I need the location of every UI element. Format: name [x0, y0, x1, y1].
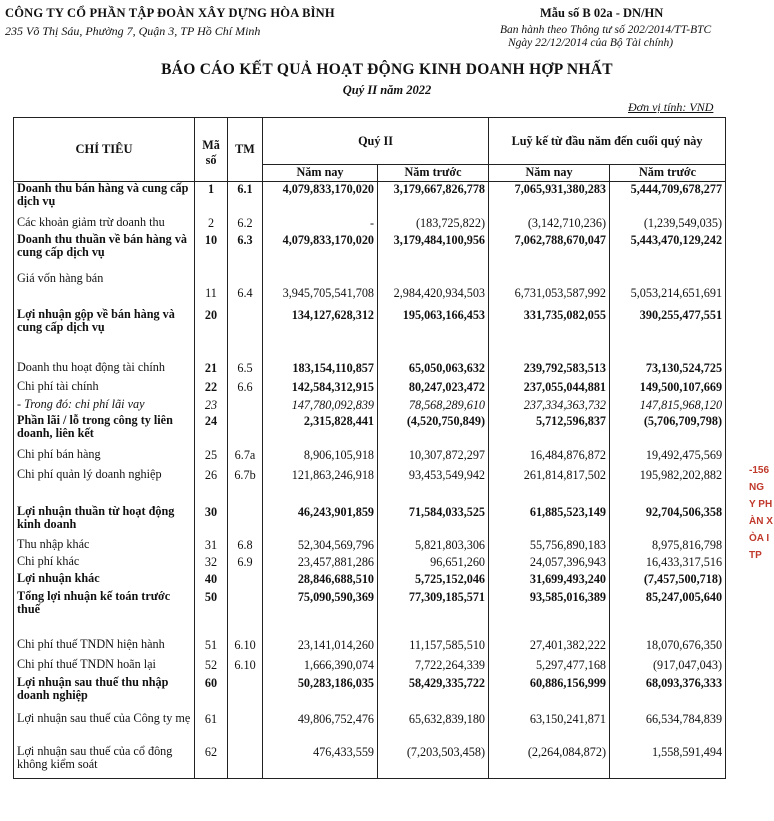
row-label: Lợi nhuận khác	[14, 572, 195, 590]
row-quarter-current: 46,243,901,859	[263, 505, 378, 538]
row-quarter-previous: (4,520,750,849)	[378, 414, 489, 448]
row-code: 62	[195, 745, 228, 779]
row-note	[228, 505, 263, 538]
table-row	[14, 590, 726, 625]
col-ma-so: Mã số	[195, 118, 228, 182]
row-ytd-current: 5,712,596,837	[489, 414, 610, 448]
row-quarter-previous: 71,584,033,525	[378, 505, 489, 538]
row-label: Chi phí tài chính	[14, 380, 195, 398]
row-ytd-previous: 19,492,475,569	[610, 448, 726, 468]
row-code: 25	[195, 448, 228, 468]
row-note	[228, 745, 263, 779]
row-quarter-current: 476,433,559	[263, 745, 378, 779]
row-ytd-previous: 5,053,214,651,691	[610, 272, 726, 308]
row-label: Các khoản giảm trừ doanh thu	[14, 216, 195, 233]
row-label: Thu nhập khác	[14, 538, 195, 555]
row-code: 24	[195, 414, 228, 448]
row-code: 20	[195, 308, 228, 361]
row-quarter-current: 142,584,312,915	[263, 380, 378, 398]
stamp-text: ÒA I	[749, 533, 770, 544]
row-quarter-previous: 10,307,872,297	[378, 448, 489, 468]
row-ytd-current: 7,065,931,380,283	[489, 182, 610, 216]
table-row	[14, 712, 726, 745]
company-header	[5, 6, 335, 39]
row-quarter-previous: 5,725,152,046	[378, 572, 489, 590]
row-quarter-current: 23,457,881,286	[263, 555, 378, 572]
table-row	[14, 538, 726, 555]
col-tm: TM	[228, 118, 263, 182]
row-ytd-current: 261,814,817,502	[489, 468, 610, 505]
table-row	[14, 505, 726, 538]
row-quarter-previous: 96,651,260	[378, 555, 489, 572]
row-ytd-previous: 16,433,317,516	[610, 555, 726, 572]
row-label: Lợi nhuận sau thuế thu nhập doanh nghiệp	[14, 676, 195, 712]
row-quarter-previous: 5,821,803,306	[378, 538, 489, 555]
table-body	[14, 182, 726, 779]
table-row	[14, 272, 726, 308]
row-quarter-current: 23,141,014,260	[263, 625, 378, 658]
row-quarter-previous: (183,725,822)	[378, 216, 489, 233]
row-label: Doanh thu hoạt động tài chính	[14, 361, 195, 380]
row-note	[228, 590, 263, 625]
row-quarter-previous: 65,050,063,632	[378, 361, 489, 380]
row-quarter-current: 52,304,569,796	[263, 538, 378, 555]
table-row	[14, 625, 726, 658]
row-ytd-previous: 1,558,591,494	[610, 745, 726, 779]
row-ytd-previous: (7,457,500,718)	[610, 572, 726, 590]
row-note	[228, 398, 263, 414]
stamp-text: ÀN X	[749, 516, 773, 527]
row-label: Tổng lợi nhuận kế toán trước thuế	[14, 590, 195, 625]
table-row	[14, 398, 726, 414]
row-label: Chi phí thuế TNDN hiện hành	[14, 625, 195, 658]
row-ytd-current: 5,297,477,168	[489, 658, 610, 676]
row-ytd-previous: 85,247,005,640	[610, 590, 726, 625]
row-ytd-previous: 149,500,107,669	[610, 380, 726, 398]
row-ytd-current: (3,142,710,236)	[489, 216, 610, 233]
row-ytd-previous: 92,704,506,358	[610, 505, 726, 538]
row-note: 6.10	[228, 658, 263, 676]
row-ytd-previous: (5,706,709,798)	[610, 414, 726, 448]
table-row	[14, 448, 726, 468]
row-quarter-current: 4,079,833,170,020	[263, 233, 378, 272]
row-code: 1	[195, 182, 228, 216]
row-label: Chi phí thuế TNDN hoãn lại	[14, 658, 195, 676]
table-row	[14, 745, 726, 779]
row-code: 52	[195, 658, 228, 676]
row-ytd-previous: (1,239,549,035)	[610, 216, 726, 233]
row-note	[228, 676, 263, 712]
row-note: 6.3	[228, 233, 263, 272]
table-row	[14, 361, 726, 380]
row-ytd-previous: 73,130,524,725	[610, 361, 726, 380]
row-code: 10	[195, 233, 228, 272]
row-label: Chi phí quản lý doanh nghiệp	[14, 468, 195, 505]
row-ytd-previous: 390,255,477,551	[610, 308, 726, 361]
row-code: 60	[195, 676, 228, 712]
row-quarter-previous: (7,203,503,458)	[378, 745, 489, 779]
row-note: 6.4	[228, 272, 263, 308]
table-row	[14, 468, 726, 505]
row-note: 6.8	[228, 538, 263, 555]
stamp-text: Y PH	[749, 499, 773, 510]
row-code: 32	[195, 555, 228, 572]
row-ytd-previous: 18,070,676,350	[610, 625, 726, 658]
row-label: Chi phí khác	[14, 555, 195, 572]
row-label: Giá vốn hàng bán	[14, 272, 195, 308]
row-quarter-current: 1,666,390,074	[263, 658, 378, 676]
row-quarter-previous: 195,063,166,453	[378, 308, 489, 361]
stamp-text: NG	[749, 482, 764, 493]
table-row	[14, 555, 726, 572]
col-nam-truoc-y: Năm trước	[610, 165, 726, 182]
row-note	[228, 572, 263, 590]
row-quarter-previous: 3,179,484,100,956	[378, 233, 489, 272]
row-label: Phần lãi / lỗ trong công ty liên doanh, liên kết	[14, 414, 195, 448]
circular-line-2: Ngày 22/12/2014 của Bộ Tài chính)	[508, 37, 674, 49]
row-code: 26	[195, 468, 228, 505]
row-ytd-previous: 5,443,470,129,242	[610, 233, 726, 272]
row-code: 22	[195, 380, 228, 398]
row-code: 61	[195, 712, 228, 745]
row-ytd-current: 237,055,044,881	[489, 380, 610, 398]
row-label: - Trong đó: chi phí lãi vay	[14, 398, 195, 414]
row-code: 21	[195, 361, 228, 380]
row-ytd-previous: 68,093,376,333	[610, 676, 726, 712]
row-note: 6.5	[228, 361, 263, 380]
red-stamp-fragment	[749, 462, 774, 622]
row-quarter-current: -	[263, 216, 378, 233]
row-label: Lợi nhuận thuần từ hoạt động kinh doanh	[14, 505, 195, 538]
row-ytd-current: 31,699,493,240	[489, 572, 610, 590]
company-address: 235 Võ Thị Sáu, Phường 7, Quận 3, TP Hồ Chí Minh	[5, 24, 261, 38]
row-code: 51	[195, 625, 228, 658]
row-code: 40	[195, 572, 228, 590]
row-note: 6.6	[228, 380, 263, 398]
row-quarter-current: 49,806,752,476	[263, 712, 378, 745]
row-quarter-current: 147,780,092,839	[263, 398, 378, 414]
row-quarter-current: 121,863,246,918	[263, 468, 378, 505]
row-code: 23	[195, 398, 228, 414]
row-ytd-current: 61,885,523,149	[489, 505, 610, 538]
row-ytd-current: 331,735,082,055	[489, 308, 610, 361]
row-note	[228, 712, 263, 745]
row-label: Lợi nhuận sau thuế của cổ đông không kiểm soát	[14, 745, 195, 779]
report-title: BÁO CÁO KẾT QUẢ HOẠT ĐỘNG KINH DOANH HỢP NHẤT	[161, 61, 613, 78]
table-row	[14, 414, 726, 448]
row-note: 6.7a	[228, 448, 263, 468]
report-period: Quý II năm 2022	[342, 83, 432, 97]
row-note	[228, 414, 263, 448]
row-ytd-previous: 5,444,709,678,277	[610, 182, 726, 216]
stamp-text: TP	[749, 550, 762, 561]
row-quarter-previous: 11,157,585,510	[378, 625, 489, 658]
row-label: Chi phí bán hàng	[14, 448, 195, 468]
row-ytd-previous: 66,534,784,839	[610, 712, 726, 745]
table-row	[14, 572, 726, 590]
row-ytd-current: 55,756,890,183	[489, 538, 610, 555]
row-ytd-current: 239,792,583,513	[489, 361, 610, 380]
row-quarter-current: 2,315,828,441	[263, 414, 378, 448]
row-quarter-previous: 80,247,023,472	[378, 380, 489, 398]
table-row	[14, 676, 726, 712]
row-ytd-previous: 8,975,816,798	[610, 538, 726, 555]
row-ytd-previous: (917,047,043)	[610, 658, 726, 676]
row-quarter-previous: 7,722,264,339	[378, 658, 489, 676]
row-quarter-current: 4,079,833,170,020	[263, 182, 378, 216]
stamp-text: -156	[749, 465, 770, 476]
table-row	[14, 233, 726, 272]
row-quarter-current: 75,090,590,369	[263, 590, 378, 625]
row-quarter-current: 134,127,628,312	[263, 308, 378, 361]
row-code: 50	[195, 590, 228, 625]
row-ytd-current: 24,057,396,943	[489, 555, 610, 572]
row-quarter-current: 50,283,186,035	[263, 676, 378, 712]
table-row	[14, 658, 726, 676]
row-ytd-current: 63,150,241,871	[489, 712, 610, 745]
col-nam-nay-q: Năm nay	[263, 165, 378, 182]
row-quarter-previous: 78,568,289,610	[378, 398, 489, 414]
row-quarter-previous: 2,984,420,934,503	[378, 272, 489, 308]
row-ytd-current: 7,062,788,670,047	[489, 233, 610, 272]
row-quarter-previous: 58,429,335,722	[378, 676, 489, 712]
row-quarter-current: 8,906,105,918	[263, 448, 378, 468]
row-ytd-current: 16,484,876,872	[489, 448, 610, 468]
table-row	[14, 182, 726, 216]
row-note: 6.1	[228, 182, 263, 216]
row-ytd-current: 237,334,363,732	[489, 398, 610, 414]
row-ytd-current: 60,886,156,999	[489, 676, 610, 712]
row-label: Doanh thu bán hàng và cung cấp dịch vụ	[14, 182, 195, 216]
table-row	[14, 308, 726, 361]
row-code: 30	[195, 505, 228, 538]
company-name: CÔNG TY CỔ PHẦN TẬP ĐOÀN XÂY DỰNG HÒA BÌNH	[5, 6, 335, 20]
row-note: 6.2	[228, 216, 263, 233]
row-code: 2	[195, 216, 228, 233]
table-row	[14, 380, 726, 398]
row-quarter-previous: 77,309,185,571	[378, 590, 489, 625]
row-ytd-previous: 147,815,968,120	[610, 398, 726, 414]
circular-line-1: Ban hành theo Thông tư số 202/2014/TT-BTC	[500, 24, 712, 36]
row-quarter-current: 183,154,110,857	[263, 361, 378, 380]
col-quy: Quý II	[263, 118, 489, 165]
row-label: Lợi nhuận sau thuế của Công ty mẹ	[14, 712, 195, 745]
row-quarter-previous: 65,632,839,180	[378, 712, 489, 745]
row-code: 31	[195, 538, 228, 555]
row-quarter-current: 28,846,688,510	[263, 572, 378, 590]
row-quarter-current: 3,945,705,541,708	[263, 272, 378, 308]
form-header	[500, 6, 774, 49]
row-ytd-current: 27,401,382,222	[489, 625, 610, 658]
row-note: 6.10	[228, 625, 263, 658]
row-note: 6.7b	[228, 468, 263, 505]
row-note	[228, 308, 263, 361]
income-statement-table	[13, 117, 726, 779]
row-ytd-current: 93,585,016,389	[489, 590, 610, 625]
row-ytd-current: 6,731,053,587,992	[489, 272, 610, 308]
row-quarter-previous: 93,453,549,942	[378, 468, 489, 505]
form-number: Mẫu số B 02a - DN/HN	[540, 6, 664, 20]
currency-unit: Đơn vị tính: VND	[628, 100, 714, 114]
col-nam-nay-y: Năm nay	[489, 165, 610, 182]
row-code: 11	[195, 272, 228, 308]
table-row	[14, 216, 726, 233]
row-ytd-current: (2,264,084,872)	[489, 745, 610, 779]
row-note: 6.9	[228, 555, 263, 572]
col-nam-truoc-q: Năm trước	[378, 165, 489, 182]
col-luy-ke: Luỹ kế từ đầu năm đến cuối quý này	[489, 118, 726, 165]
row-ytd-previous: 195,982,202,882	[610, 468, 726, 505]
col-chi-tieu: CHỈ TIÊU	[14, 118, 195, 182]
row-quarter-previous: 3,179,667,826,778	[378, 182, 489, 216]
row-label: Doanh thu thuần về bán hàng và cung cấp dịch vụ	[14, 233, 195, 272]
row-label: Lợi nhuận gộp về bán hàng và cung cấp dịch vụ	[14, 308, 195, 361]
